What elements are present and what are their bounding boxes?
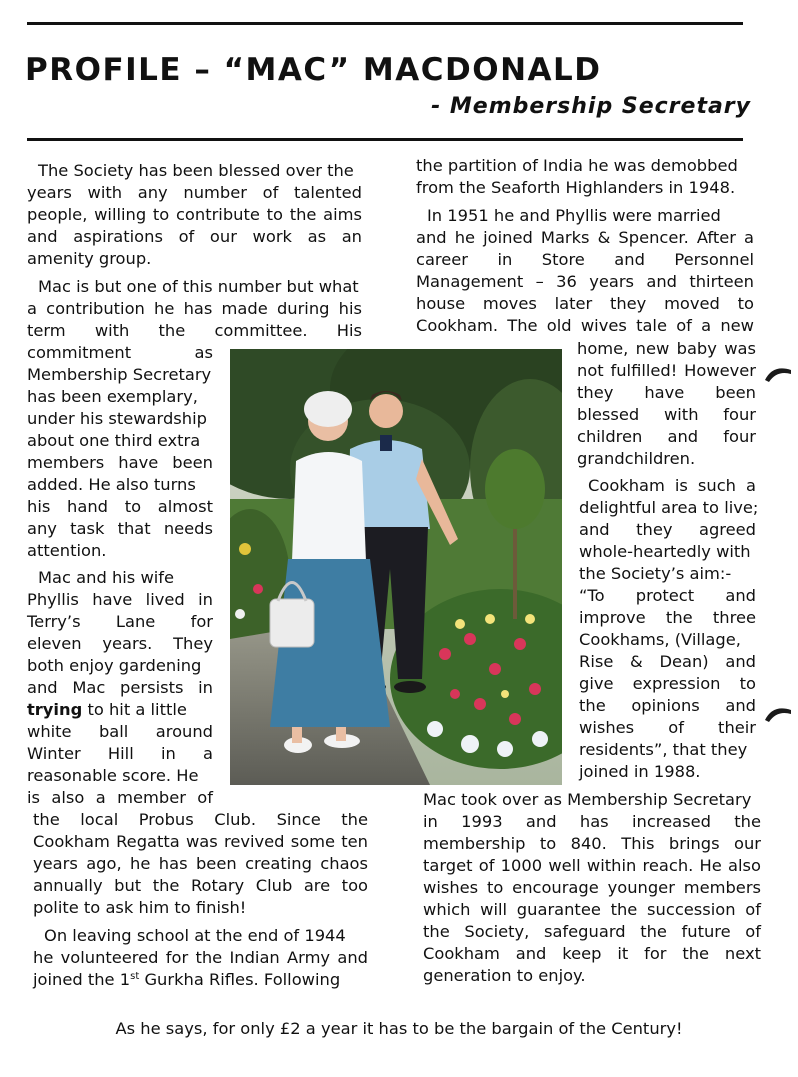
page-subtitle: - Membership Secretary — [431, 94, 751, 119]
text-line: members have been — [27, 453, 213, 472]
text-line: membership to 840. This brings our — [423, 834, 761, 853]
text-span: Gurkha Rifles. Following — [144, 970, 341, 989]
text-line: the Society, safeguard the future of — [423, 922, 761, 941]
text-line: wishes of their — [579, 718, 756, 737]
text-line: commitment as — [27, 343, 213, 362]
text-line: people, willing to contribute to the aims — [27, 205, 362, 224]
page-curl-icon — [765, 702, 791, 722]
top-rule — [27, 22, 743, 25]
text-line — [27, 699, 213, 721]
text-line: the Society’s aim:- — [579, 564, 732, 583]
text-line: from the Seaforth Highlanders in 1948. — [416, 178, 736, 197]
text-line: blessed with four — [577, 405, 756, 424]
text-line: both enjoy gardening — [27, 656, 202, 675]
text-line: Rise & Dean) and — [579, 652, 756, 671]
text-line: the local Probus Club. Since the — [33, 810, 368, 829]
text-line: career in Store and Personnel — [416, 250, 754, 269]
header-rule — [27, 138, 743, 141]
text-line: and he joined Marks & Spencer. After a — [416, 228, 754, 247]
text-span: to hit a little — [87, 700, 187, 719]
text-line: white ball around — [27, 722, 213, 741]
text-line: Phyllis have lived in — [27, 590, 213, 609]
text-line: the partition of India he was demobbed — [416, 156, 738, 175]
text-line: term with the committee. His — [27, 321, 362, 340]
text-line — [33, 969, 368, 991]
text-line: not fulfilled! However — [577, 361, 756, 380]
text-line: Cookham and keep it for the next — [423, 944, 761, 963]
text-line: added. He also turns — [27, 475, 196, 494]
text-line: generation to enjoy. — [423, 966, 586, 985]
text-line: Cookham is such a — [588, 476, 756, 495]
text-line: Cookhams, (Village, — [579, 630, 741, 649]
text-line: “To protect and — [579, 586, 756, 605]
text-line: the opinions and — [579, 696, 756, 715]
text-line: any task that needs — [27, 519, 213, 538]
text-line: wishes to encourage younger members — [423, 878, 761, 897]
text-span: joined the 1 — [33, 970, 131, 989]
text-line: The Society has been blessed over the — [38, 161, 354, 180]
page-curl-icon — [765, 362, 791, 382]
ordinal-suffix: st — [130, 971, 140, 982]
text-line: and Mac persists in — [27, 678, 213, 697]
text-line: delightful area to live; — [579, 498, 759, 517]
text-line: which will guarantee the succession of — [423, 900, 761, 919]
text-line: polite to ask him to finish! — [33, 898, 247, 917]
text-line: eleven years. They — [27, 634, 213, 653]
text-line: under his stewardship — [27, 409, 207, 428]
text-line: has been exemplary, — [27, 387, 198, 406]
text-line: Membership Secretary — [27, 365, 212, 384]
text-line: in 1993 and has increased the — [423, 812, 761, 831]
text-line: grandchildren. — [577, 449, 696, 468]
text-line: years with any number of talented — [27, 183, 362, 202]
text-line: On leaving school at the end of 1944 — [44, 926, 346, 945]
text-line: and they agreed — [579, 520, 756, 539]
text-line: Mac and his wife — [38, 568, 175, 587]
text-line: is also a member of — [27, 788, 213, 807]
text-line: they have been — [577, 383, 756, 402]
text-line: residents”, that they — [579, 740, 748, 759]
text-line: house moves later they moved to — [416, 294, 754, 313]
text-line: he volunteered for the Indian Army and — [33, 948, 368, 967]
text-line: In 1951 he and Phyllis were married — [427, 206, 721, 225]
text-line: Cookham Regatta was revived some ten — [33, 832, 368, 851]
text-line: Mac took over as Membership Secretary — [423, 790, 752, 809]
text-line: target of 1000 well within reach. He also — [423, 856, 761, 875]
text-line: whole-heartedly with — [579, 542, 751, 561]
page-title: PROFILE – “MAC” MACDONALD — [25, 52, 602, 88]
text-line: Cookham. The old wives tale of a new — [416, 316, 754, 335]
text-line: attention. — [27, 541, 107, 560]
closing-line: As he says, for only £2 a year it has to be the bargain of the Century! — [115, 1019, 683, 1038]
text-line: his hand to almost — [27, 497, 213, 516]
text-line: improve the three — [579, 608, 756, 627]
text-line: Winter Hill in a — [27, 744, 213, 763]
text-line: annually but the Rotary Club are too — [33, 876, 368, 895]
text-line: about one third extra — [27, 431, 201, 450]
text-line: Mac is but one of this number but what — [38, 277, 359, 296]
text-line: Terry’s Lane for — [27, 612, 213, 631]
text-line: and aspirations of our work as an — [27, 227, 362, 246]
text-line: a contribution he has made during his — [27, 299, 362, 318]
text-line: home, new baby was — [577, 339, 756, 358]
text-line: Management – 36 years and thirteen — [416, 272, 754, 291]
text-line: reasonable score. He — [27, 766, 199, 785]
emphasis-text: trying — [27, 700, 83, 719]
text-line: years ago, he has been creating chaos — [33, 854, 368, 873]
text-line: amenity group. — [27, 249, 152, 268]
couple-in-garden-photo — [230, 349, 562, 785]
text-line: give expression to — [579, 674, 756, 693]
text-line: joined in 1988. — [579, 762, 701, 781]
text-line: children and four — [577, 427, 756, 446]
